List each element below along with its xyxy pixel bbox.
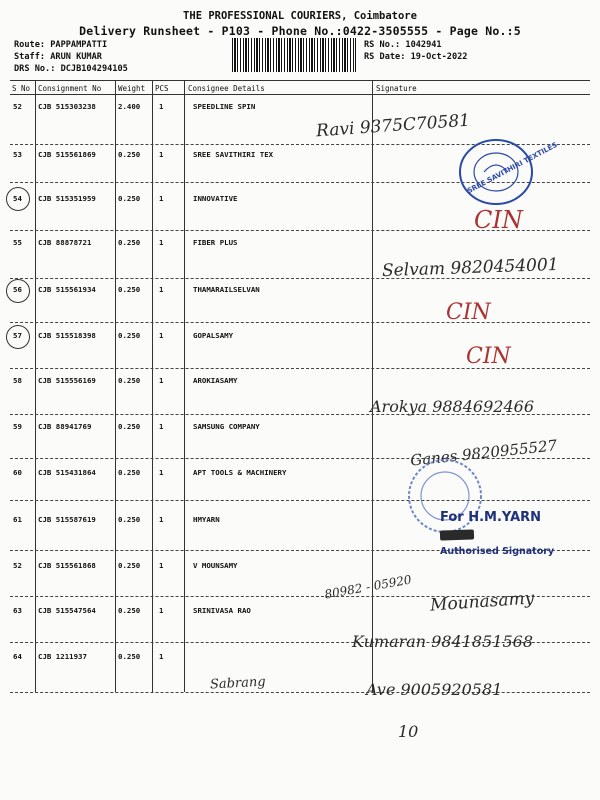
handwritten-signature: Mounasamy — [429, 588, 535, 616]
row-weight: 0.250 — [118, 194, 141, 203]
row-consignment: CJB 515561934 — [38, 285, 96, 294]
route-label: Route: PAPPAMPATTI — [14, 40, 108, 50]
row-sno: 64 — [13, 652, 22, 661]
drs-number: DRS No.: DCJB104294105 — [14, 64, 128, 74]
rs-number: RS No.: 1042941 — [364, 40, 442, 50]
row-pcs: 1 — [159, 102, 164, 111]
col-pcs-header: PCS — [155, 84, 169, 93]
table-row — [0, 652, 600, 666]
table-row — [0, 376, 600, 390]
row-divider — [10, 278, 590, 279]
table-top-rule — [10, 80, 590, 81]
table-row — [0, 285, 600, 299]
row-pcs: 1 — [159, 468, 164, 477]
barcode — [232, 38, 356, 72]
row-consignment: CJB 1211937 — [38, 652, 87, 661]
handwritten-circle-mark — [6, 187, 30, 211]
row-consignee: HMYARN — [193, 515, 220, 524]
table-row — [0, 561, 600, 575]
row-weight: 0.250 — [118, 561, 141, 570]
col-consignee-header: Consignee Details — [188, 84, 265, 93]
row-consignment: CJB 515518398 — [38, 331, 96, 340]
row-weight: 0.250 — [118, 376, 141, 385]
col-weight-header: Weight — [118, 84, 146, 93]
handwritten-signature: Ave 9005920581 — [366, 680, 503, 699]
row-consignment: CJB 515556169 — [38, 376, 96, 385]
runsheet-subtitle: Delivery Runsheet - P103 - Phone No.:0422-3505555 - Page No.:5 — [79, 24, 521, 38]
row-consignment: CJB 515351959 — [38, 194, 96, 203]
col-signature-header: Signature — [376, 84, 417, 93]
row-divider — [10, 322, 590, 323]
table-row — [0, 331, 600, 345]
row-consignee: INNOVATIVE — [193, 194, 238, 203]
row-pcs: 1 — [159, 561, 164, 570]
col-sno-header: S No — [12, 84, 31, 93]
row-consignee: FIBER PLUS — [193, 238, 238, 247]
handwritten-note: CIN — [446, 300, 491, 325]
row-weight: 0.250 — [118, 238, 141, 247]
row-consignee: V MOUNSAMY — [193, 561, 238, 570]
row-weight: 0.250 — [118, 331, 141, 340]
row-consignment: CJB 515547564 — [38, 606, 96, 615]
handwritten-page-mark: 10 — [398, 722, 419, 741]
row-weight: 0.250 — [118, 515, 141, 524]
hm-yarn-stamp-signatory: Authorised Signatory — [440, 546, 555, 557]
row-weight: 0.250 — [118, 652, 141, 661]
row-pcs: 1 — [159, 652, 164, 661]
table-bottom-rule — [10, 692, 590, 693]
row-consignment: CJB 515303238 — [38, 102, 96, 111]
row-consignee: SAMSUNG COMPANY — [193, 422, 260, 431]
row-weight: 0.250 — [118, 422, 141, 431]
row-consignee: SREE SAVITHIRI TEX — [193, 150, 274, 159]
row-weight: 0.250 — [118, 606, 141, 615]
handwritten-signature: Ravi 9375C70581 — [315, 110, 471, 142]
row-pcs: 1 — [159, 606, 164, 615]
table-row — [0, 238, 600, 252]
row-consignee: SRINIVASA RAO — [193, 606, 251, 615]
rs-date: RS Date: 19-Oct-2022 — [364, 52, 468, 62]
handwritten-note: CIN — [466, 344, 511, 369]
row-consignee: AROKIASAMY — [193, 376, 238, 385]
company-title: THE PROFESSIONAL COURIERS, Coimbatore — [183, 10, 417, 22]
row-sno: 56 — [13, 285, 22, 294]
handwritten-signature: Selvam 9820454001 — [381, 254, 559, 282]
redacted-scribble — [440, 529, 474, 540]
handwritten-signature: Kumaran 9841851568 — [352, 632, 533, 651]
row-pcs: 1 — [159, 238, 164, 247]
handwritten-note: CIN — [474, 206, 523, 234]
row-consignment: CJB 88878721 — [38, 238, 92, 247]
row-weight: 0.250 — [118, 468, 141, 477]
row-weight: 2.400 — [118, 102, 141, 111]
row-pcs: 1 — [159, 376, 164, 385]
staff-label: Staff: ARUN KUMAR — [14, 52, 102, 62]
row-weight: 0.250 — [118, 285, 141, 294]
row-sno: 63 — [13, 606, 22, 615]
row-sno: 60 — [13, 468, 22, 477]
handwritten-signature: Arokya 9884692466 — [370, 397, 534, 416]
row-sno: 58 — [13, 376, 22, 385]
handwritten-circle-mark — [6, 325, 30, 349]
row-weight: 0.250 — [118, 150, 141, 159]
table-row — [0, 102, 600, 116]
row-sno: 57 — [13, 331, 22, 340]
row-sno: 54 — [13, 194, 22, 203]
row-divider — [10, 500, 590, 501]
table-row — [0, 422, 600, 436]
row-sno: 53 — [13, 150, 22, 159]
handwritten-signature: Ganes 9820955527 — [409, 436, 558, 470]
row-consignment: CJB 515431864 — [38, 468, 96, 477]
row-consignee: THAMARAILSELVAN — [193, 285, 260, 294]
row-pcs: 1 — [159, 285, 164, 294]
row-pcs: 1 — [159, 331, 164, 340]
row-pcs: 1 — [159, 515, 164, 524]
hm-yarn-stamp-title: For H.M.YARN — [440, 510, 542, 525]
handwritten-signature: Sabrang — [209, 674, 266, 693]
row-consignment: CJB 515587619 — [38, 515, 96, 524]
row-consignment: CJB 515561868 — [38, 561, 96, 570]
table-row — [0, 468, 600, 482]
round-stamp-text: SREE SAVITHIRI TEXTILES — [466, 140, 559, 196]
col-consignment-header: Consignment No — [38, 84, 102, 93]
row-consignee: SPEEDLINE SPIN — [193, 102, 256, 111]
row-sno: 52 — [13, 102, 22, 111]
row-sno: 52 — [13, 561, 22, 570]
handwritten-number: 80982 - 05920 — [323, 572, 413, 602]
row-consignee: APT TOOLS & MACHINERY — [193, 468, 287, 477]
row-pcs: 1 — [159, 194, 164, 203]
row-sno: 59 — [13, 422, 22, 431]
row-sno: 55 — [13, 238, 22, 247]
row-consignment: CJB 515561869 — [38, 150, 96, 159]
row-consignee: GOPALSAMY — [193, 331, 234, 340]
row-pcs: 1 — [159, 150, 164, 159]
handwritten-circle-mark — [6, 279, 30, 303]
row-consignment: CJB 88941769 — [38, 422, 92, 431]
row-pcs: 1 — [159, 422, 164, 431]
row-sno: 61 — [13, 515, 22, 524]
header-rule — [10, 94, 590, 95]
